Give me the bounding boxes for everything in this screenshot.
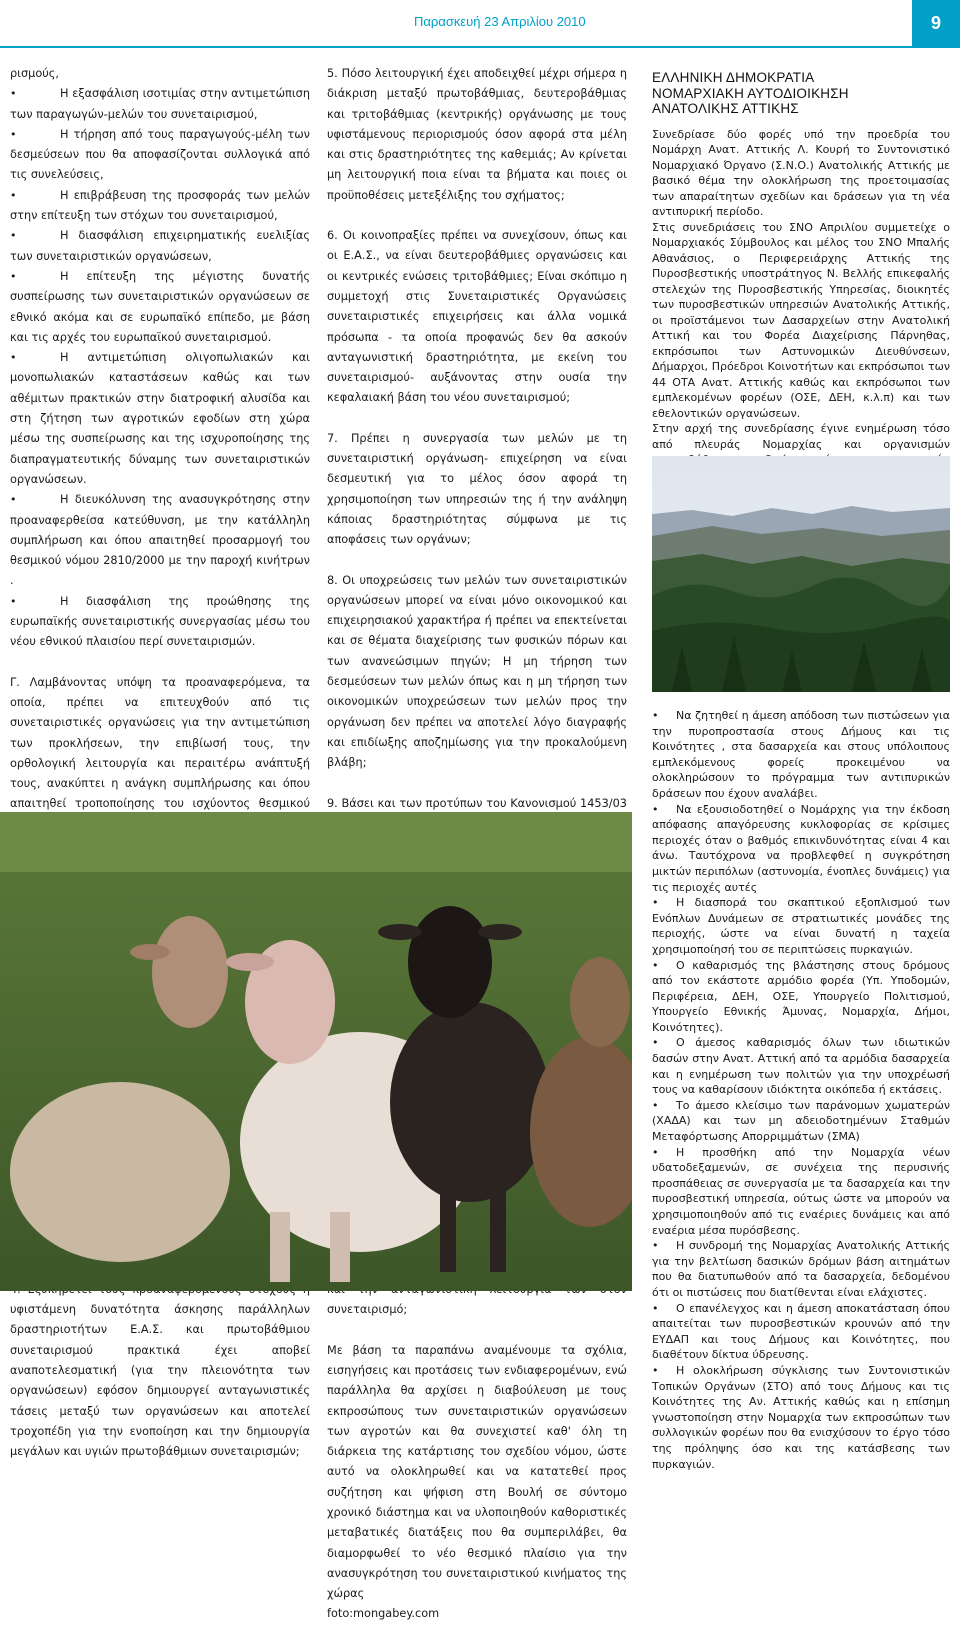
text: Να ζητηθεί η άμεση απόδοση των πιστώσεων για την πυροπροστασία στους Δήμους και τις Κοινότητες , στα δασαρχεία και στους υπόλοιπους εμπλεκόμενους φορείς προκειμένου να ολοκληρώσουν το πρόγραμμα των αντιπυρικών δράσεων που έχουν αναλάβει. bbox=[652, 709, 950, 800]
text: Το άμεσο κλείσιμο των παράνομων χωματερών (ΧΑΔΑ) και των μη αδειοδοτημένων Σταθμών Μεταφόρτωσης Απορριμμάτων (ΣΜΑ) bbox=[652, 1098, 950, 1144]
text: Η επίτευξη της μέγιστης δυνατής συσπείρωσης των συνεταιριστικών οργανώσεων σε εθνικό ακόμα και σε ευρωπαϊκό επίπεδο, με βάση και τις αρχές του ευρωπαϊκού συνεταιρισμού. bbox=[10, 269, 310, 344]
bullet-item bbox=[10, 125, 310, 186]
text: Ο καθαρισμός της βλάστησης στους δρόμους από τον εκάστοτε αρμόδιο φορέα (Υπ. Υποδομών, Περιφέρεια, ΔΕΗ, ΟΣΕ, Υπουργείο Πολιτισμού, Υπουργείο Εθνικής Άμυνας, Νομαρχία, Δήμοι, Κοινότητες). bbox=[652, 958, 950, 1034]
bullet-icon: • bbox=[10, 127, 17, 141]
text: Η προσθήκη από την Νομαρχία νέων υδατοδεξαμενών, σε συνέχεια της περυσινής προσπάθειας σε συνεργασία με τα δασαρχεία και την πυροσβεστική υπηρεσία, ούτως ώστε να μπορούν να χρησιμοποιηθούν από τις εναέριες δυνάμεις και από εναέρια μέσα πυρόσβεσης. bbox=[652, 1145, 950, 1237]
paragraph bbox=[10, 1280, 310, 1463]
text: ρισμούς, bbox=[10, 67, 60, 80]
bullet-icon: • bbox=[10, 188, 17, 202]
text: Η εξασφάλιση ισοτιμίας στην αντιμετώπιση των παραγωγών-μελών του συνεταιρισμού, bbox=[10, 87, 310, 121]
paragraph-gap bbox=[327, 206, 627, 226]
text: Η τήρηση από τους παραγωγούς-μέλη των δεσμεύσεων που θα αποφασίζονται συλλογικά από τις συνελεύσεις, bbox=[10, 127, 310, 182]
paragraph-gap bbox=[327, 409, 627, 429]
column-4-decisions bbox=[652, 708, 950, 1472]
bullet-icon: • bbox=[652, 1098, 659, 1112]
title-line: ΝΟΜΑΡΧΙΑΚΗ ΑΥΤΟΔΙΟΙΚΗΣΗ bbox=[652, 85, 849, 101]
decision-item bbox=[652, 1035, 950, 1097]
decision-item bbox=[652, 1098, 950, 1145]
bullet-item bbox=[10, 348, 310, 490]
bullet-icon: • bbox=[10, 493, 17, 507]
bullet-item bbox=[10, 84, 310, 125]
paragraph bbox=[10, 64, 310, 84]
text: 8. Οι υποχρεώσεις των μελών των συνεταιριστικών οργανώσεων μπορεί να είναι μόνο οικονομικού και επιχειρησιακού χαρακτήρα ή πρέπει να επεκτείνεται και σε θέματα διαχείρισης των φυσικών πόρων και των ανανεώσιμων πηγών; Η μη τήρηση των δεσμεύσεων των μελών όπως και η μη τήρηση των οικονομικών υποχρεώσεων των μελών προς την οργάνωση δεν πρέπει να αποτελεί λόγο διαγραφής και επιδίωξης αποζημίωσης για την προκαλούμενη βλάβη; bbox=[327, 573, 627, 770]
decision-item bbox=[652, 958, 950, 1036]
bullet-item bbox=[10, 226, 310, 267]
text: Η διευκόλυνση της ανασυγκρότησης στην προαναφερθείσα κατεύθυνση, με την κατάλληλη συμπλήρωση και όπου απαιτηθεί προσαρμογή του θεσμικού νόμου 2810/2000 με την παροχή κινήτρων . bbox=[10, 493, 310, 588]
bullet-icon: • bbox=[10, 269, 17, 283]
header-rule bbox=[0, 46, 912, 48]
issue-date: Παρασκευή 23 Απριλίου 2010 bbox=[414, 14, 586, 29]
text: Ο επανέλεγχος και η άμεση αποκατάσταση όπου απαιτείται των πυροσβεστικών κρουνών από την ΕΥΔΑΠ και τους Δήμους και Κοινότητες, που διαθέτουν δίκτυα ύδρευσης. bbox=[652, 1301, 950, 1362]
paragraph bbox=[327, 1341, 627, 1605]
bullet-icon: • bbox=[652, 1301, 659, 1315]
page-header bbox=[0, 0, 960, 48]
text: 9. Βάσει και των προτύπων του Κανονισμού 1453/03 bbox=[327, 796, 627, 810]
text: Η διασφάλιση επιχειρηματικής ευελιξίας των συνεταιριστικών οργανώσεων, bbox=[10, 229, 310, 263]
text: Με βάση τα παραπάνω αναμένουμε τα σχόλια, εισηγήσεις και προτάσεις των ενδιαφερομένων, ενώ παράλληλα θα αρχίσει η διαβούλευση με τους εκπροσώπους των συνεταιριστικών οργανώσεων των αγροτών και θα συνεχιστεί καθ' όλη τη διάρκεια της κατάρτισης του σχεδίου νόμου, ώστε αυτό να ολοκληρωθεί και να κατατεθεί προς συζήτηση και ψήφιση στη Βουλή σε σύντομο χρονικό διάστημα και να υλοποιηθούν καθοριστικές μεταβατικές διατάξεις που θα συμπεριλάβει, θα διαμορφωθεί το νέο θεσμικό πλαίσιο για την ανασυγκρότηση του συνεταιριστικού κινήματος της χώρας bbox=[327, 1343, 627, 1601]
text: υφιστάμενη δυνατότητα άσκησης παράλληλων δραστηριοτήτων Ε.Α.Σ. και πρωτοβάθμιου συνεταιρισμού πρακτικά έχει αποβεί αναποτελεσματική (για την πλειονότητα των οργανώσεων) εφόσον δημιουργεί ανταγωνιστικές τάσεις μεταξύ των οργανώσεων και αποτελεί τροχοπέδη για την ενοποίηση και την δημιουργία μεγάλων και υγιών πρωτοβάθμιων συνεταιρισμών; bbox=[10, 1303, 310, 1459]
sheep-photo bbox=[0, 812, 632, 1291]
text: 7. Πρέπει η συνεργασία των μελών με τη συνεταιριστική οργάνωση- επιχείρηση να είναι δεσμευτική για το μέλος όσον αφορά τη χρησιμοποίηση των υπηρεσιών της ή την ανάληψη κάποιας δραστηριότητας σύμφωνα με τις αποφάσεις των οργάνων; bbox=[327, 431, 627, 547]
bullet-icon: • bbox=[652, 958, 659, 972]
press-release-title bbox=[652, 70, 950, 117]
bullet-icon: • bbox=[652, 1145, 659, 1159]
paragraph-gap bbox=[327, 1321, 627, 1341]
decision-item bbox=[652, 802, 950, 896]
bullet-icon: • bbox=[652, 1036, 659, 1050]
paragraph bbox=[327, 1604, 627, 1624]
bullet-icon: • bbox=[652, 802, 659, 816]
paragraph bbox=[327, 226, 627, 409]
paragraph: Συνεδρίασε δύο φορές υπό την προεδρία του Νομάρχη Ανατ. Αττικής Λ. Κουρή το Συντονιστικό Νομαρχιακό Όργανο (Σ.Ν.Ο.) Ανατολικής Αττικής με βασικό θέμα την ολοκλήρωση της προετοιμασίας των απαραίτητων σχεδίων και δράσεων για τη νέα αντιπυρική περίοδο. bbox=[652, 127, 950, 218]
bullet-item bbox=[10, 490, 310, 591]
paragraph bbox=[327, 429, 627, 551]
paragraph-gap bbox=[327, 551, 627, 571]
bullet-icon: • bbox=[10, 594, 17, 608]
bullet-icon: • bbox=[10, 229, 17, 243]
mountain-forest-photo bbox=[652, 456, 950, 692]
paragraph bbox=[327, 64, 627, 206]
decision-item bbox=[652, 1363, 950, 1472]
decision-item bbox=[652, 895, 950, 957]
bullet-icon: • bbox=[10, 87, 17, 101]
bullet-icon: • bbox=[652, 1239, 659, 1253]
text: Η ολοκλήρωση σύγκλισης των Συντονιστικών Τοπικών Οργάνων (ΣΤΟ) από τους Δήμους και τις Κοινότητες της Αν. Αττικής καθώς και η επίσημη γνωστοποίηση στην Νομαρχία των εκπροσώπων των συλλογικών φορέων που θα ενισχύσουν το έργο τόσο της πρόληψης όσο και της κατάσβεσης των πυρκαγιών. bbox=[652, 1363, 950, 1471]
bullet-icon: • bbox=[10, 351, 17, 365]
text: foto:mongabey.com bbox=[327, 1607, 440, 1621]
title-line: ΑΝΑΤΟΛΙΚΗΣ ΑΤΤΙΚΗΣ bbox=[652, 101, 799, 116]
bullet-item bbox=[10, 267, 310, 348]
bullet-icon: • bbox=[652, 896, 659, 910]
text: Η διασφάλιση της προώθησης της ευρωπαϊκής συνεταιριστικής συνεργασίας μέσω του νέου εθνικού πλαισίου περί συνεταιρισμών. bbox=[10, 594, 310, 649]
page-number: 9 bbox=[912, 0, 960, 48]
title-line: ΕΛΛΗΝΙΚΗ ΔΗΜΟΚΡΑΤΙΑ bbox=[652, 70, 815, 85]
text: Η επιβράβευση της προσφοράς των μελών στην επίτευξη των στόχων του συνεταιρισμού, bbox=[10, 188, 310, 223]
text: συνεταιρισμό; bbox=[327, 1303, 408, 1317]
paragraph bbox=[327, 571, 627, 774]
text: Η συνδρομή της Νομαρχίας Ανατολικής Αττικής για την βελτίωση δασικών δρόμων βάση αιτημάτων που θα διατυπωθούν από τα δασαρχεία, δεδομένου ότι οι πιστώσεις που διατίθενται είναι ελάχιστες. bbox=[652, 1239, 950, 1299]
decision-item bbox=[652, 1145, 950, 1239]
text: 6. Οι κοινοπραξίες πρέπει να συνεχίσουν, όπως και οι Ε.Α.Σ., να είναι δευτεροβάθμιες οργανώσεις και οι κεντρικές ενώσεις τριτοβάθμιες; Είναι σκόπιμο η συμμετοχή στις Συνεταιριστικές Οργανώσεις συνεταιριστικές επιχειρήσεις και άλλα νομικά πρόσωπα - τα οποία προφανώς δεν θα ασκούν ανταγωνιστική δραστηριότητα, με εκείνη του συνεταιρισμού- αυξάνοντας στην ουσία την κεφαλαιακή βάση του νέου συνεταιρισμού; bbox=[327, 229, 627, 405]
decision-item bbox=[652, 1301, 950, 1363]
bullet-item bbox=[10, 186, 310, 227]
text: 5. Πόσο λειτουργική έχει αποδειχθεί μέχρι σήμερα η διάκριση μεταξύ πρωτοβάθμιας, δευτεροβάθμιας και τριτοβάθμιας (κεντρικής) οργάνωσης με τους υφιστάμενους περιορισμούς όσον αφορά στα μέλη και στις δραστηριότητες της καθεμιάς; Αν κρίνεται μη λειτουργική ποια είναι τα βήματα και ποιες οι προϋποθέσεις μετεξέλιξης του σχήματος; bbox=[327, 67, 627, 202]
text: Ο άμεσος καθαρισμός όλων των ιδιωτικών δασών στην Ανατ. Αττική από τα αρμόδια δασαρχεία και η ενημέρωση των πολιτών για την υποχρέωσή τους να καθαρίσουν ιδιόκτητα οικόπεδα ή εκτάσεις. bbox=[652, 1036, 950, 1097]
text: Η διασπορά του σκαπτικού εξοπλισμού των Ενόπλων Δυνάμεων σε στρατιωτικές μονάδες της περιοχής, ώστε να είναι δυνατή η ταχεία χρησιμοποίησή του σε περιπτώσεις πυρκαγιών. bbox=[652, 896, 950, 956]
bullet-icon: • bbox=[652, 709, 659, 722]
paragraph: Στην αρχή της συνεδρίασης έγινε ενημέρωση τόσο από πλευράς Νομαρχίας και οργανισμών bbox=[652, 422, 950, 451]
decision-item bbox=[652, 1238, 950, 1300]
bullet-icon: • bbox=[652, 1363, 659, 1377]
paragraph-gap bbox=[327, 774, 627, 794]
decision-item bbox=[652, 708, 950, 802]
paragraph: Στις συνεδριάσεις του ΣΝΟ Απριλίου συμμετείχε ο Νομαρχιακός Σύμβουλος και μέλος του ΣΝΟ Μπαλής Αθανάσιος, ο Περιφερειάρχης Αττικής της Πυροσβεστικής υποστράτηγος Ν. Βελλής επικεφαλής στελεχών της Πυροσβεστικής Υπηρεσίας, διοικητές των πυροσβεστικών υπηρεσιών Ανατολικής Αττικής, οι προϊστάμενοι των Δασαρχείων στην Ανατολική Αττική και του Φορέα Διαχείρισης Πάρνηθας, εκπρόσωποι των Αστυνομικών Διευθύνσεων, Δήμαρχοι, Πρόεδροι Κοινοτήτων και εκπρόσωποι των 44 ΟΤΑ Ανατ. Αττικής καθώς και εκπρόσωποι των εμπλεκομένων φορέων (ΟΣΕ, ΔΕΗ, κ.λ.π) και των εθελοντικών οργανώσεων. bbox=[652, 220, 950, 420]
paragraph-gap bbox=[10, 653, 310, 673]
text: Να εξουσιοδοτηθεί ο Νομάρχης για την έκδοση απόφασης απαγόρευσης κυκλοφορίας σε κρίσιμες περιοχές όταν ο βαθμός επικινδυνότητας είναι 4 και άνω. Ταυτόχρονα να προβλεφθεί η συγκρότηση μικτών περιπόλων (αστυνομία, ένοπλες δυνάμεις) για τις περιοχές αυτές bbox=[652, 802, 950, 894]
text: Γ. Λαμβάνοντας υπόψη τα προαναφερόμενα, τα οποία, πρέπει να επιτευχθούν από τις συνεταιριστικές οργανώσεις για την αντιμετώπιση των προκλήσεων, την επιβίωσή τους, την ορθολογική λειτουργία και περαιτέρω ανάπτυξή τους, ανακύπτει η ανάγκη συμπλήρωσης και όπου απαιτηθεί τροποποίησης του ισχύοντος θεσμικού bbox=[10, 675, 310, 811]
text: Η αντιμετώπιση ολιγοπωλιακών και μονοπωλιακών καταστάσεων καθώς και των αθέμιτων πρακτικών στην διατροφική αλυσίδα και στη ζήτηση των αγροτικών εφοδίων στη χώρα μέσω της συσπείρωσης και της ισχυροποίησης της διαπραγματευτικής δύναμης των συνεταιριστικών οργανώσεων. bbox=[10, 351, 310, 486]
bullet-item bbox=[10, 592, 310, 653]
